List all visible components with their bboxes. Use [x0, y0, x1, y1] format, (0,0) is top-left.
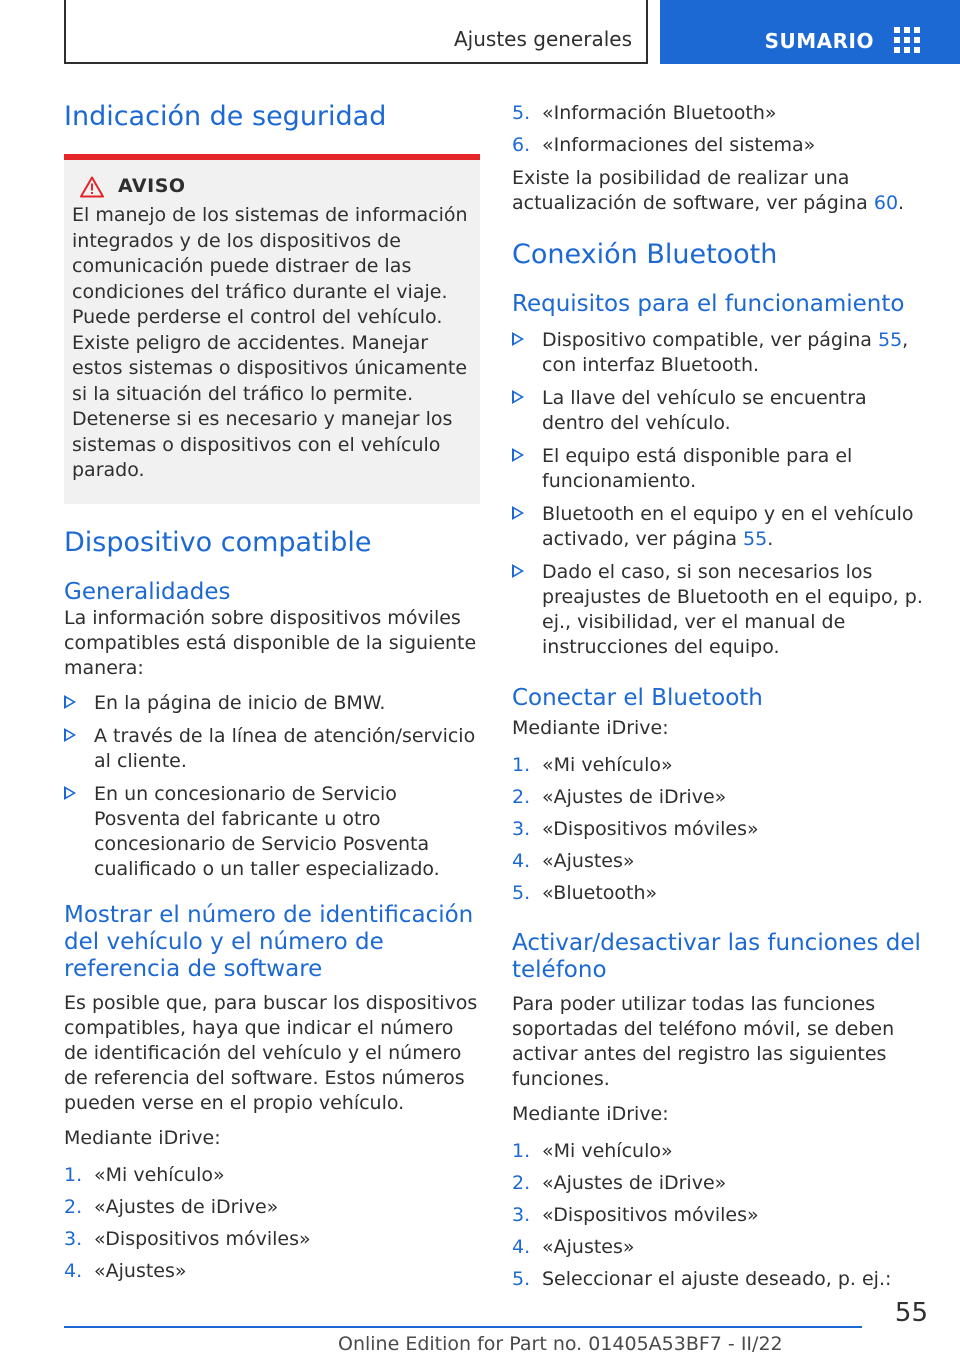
bullet-triangle-icon — [512, 390, 524, 404]
vin-steps — [64, 1163, 480, 1284]
vin-heading: Mostrar el número de identificación del vehículo y el número de referencia de software — [64, 901, 474, 982]
general-list — [64, 691, 480, 882]
bullet-triangle-icon — [512, 448, 524, 462]
warning-box — [64, 160, 480, 504]
page-link-55[interactable]: 55 — [877, 329, 903, 351]
list-item: 3. «Dispositivos móviles» — [512, 818, 759, 840]
warning-text: El manejo de los sistemas de información integrados y de los dispositivos de comunicación puede distraer de las condiciones del tráfico durante el viaje. Puede perderse el control del vehículo. Existe peligro de accidentes. Manejar estos sistemas o dispositivos únicamente si la situación del tráfico lo permite. Detenerse si es necesario y manejar los sistemas o dispositivos con el vehículo parado. — [72, 204, 468, 481]
vin-text: Es posible que, para buscar los dispositivos compatibles, haya que indicar el número de identificación del vehículo y el número de referencia del software. Estos números pueden verse en el propio vehículo. — [64, 991, 478, 1114]
bullet-triangle-icon — [512, 332, 524, 346]
list-item: Dado el caso, si son necesarios los preajustes de Bluetooth en el equipo, p. ej., visibilidad, ver el manual de instrucciones del equipo. — [512, 560, 928, 660]
list-item: 3. «Dispositivos móviles» — [512, 1204, 759, 1226]
compatible-heading: Dispositivo compatible — [64, 526, 372, 558]
right-column — [512, 96, 928, 1292]
list-item: 5. «Bluetooth» — [512, 882, 658, 904]
safety-heading: Indicación de seguridad — [64, 101, 387, 132]
list-item: 1. «Mi vehículo» — [64, 1163, 225, 1186]
sumario-label: SUMARIO — [764, 29, 874, 53]
footer-divider — [64, 1326, 862, 1328]
bullet-triangle-icon — [512, 506, 524, 520]
list-item: 5. «Información Bluetooth» — [512, 102, 777, 124]
general-text: La información sobre dispositivos móviles compatibles está disponible de la siguiente manera: — [64, 606, 477, 679]
list-item: 3. «Dispositivos móviles» — [64, 1227, 311, 1250]
warning-label: AVISO — [118, 175, 186, 197]
bullet-triangle-icon — [64, 728, 76, 742]
list-item: A través de la línea de atención/servicio al cliente. — [64, 724, 480, 774]
general-heading: Generalidades — [64, 578, 231, 605]
list-item: La llave del vehículo se encuentra dentro del vehículo. — [512, 386, 928, 436]
vin-steps-continued — [512, 101, 928, 158]
phone-via: Mediante iDrive: — [512, 1103, 669, 1125]
bullet-triangle-icon — [64, 786, 76, 800]
connect-via: Mediante iDrive: — [512, 717, 669, 739]
header-section-title: Ajustes generales — [454, 27, 632, 51]
list-item: 4. «Ajustes» — [64, 1259, 187, 1282]
warning-triangle-icon — [80, 176, 104, 198]
list-item: En un concesionario de Servicio Posventa del fabricante u otro concesionario de Servicio Posventa cualificado o un taller especializado. — [64, 782, 480, 882]
list-item: En la página de inicio de BMW. — [64, 691, 480, 716]
list-item: 4. «Ajustes» — [512, 1236, 635, 1258]
list-item: 1. «Mi vehículo» — [512, 1140, 673, 1162]
list-item: 1. «Mi vehículo» — [512, 754, 673, 776]
list-item: 4. «Ajustes» — [512, 850, 635, 872]
list-item: 2. «Ajustes de iDrive» — [64, 1195, 279, 1218]
bullet-triangle-icon — [64, 695, 76, 709]
phone-functions-heading: Activar/desactivar las funciones del teléfono — [512, 930, 921, 983]
list-item: 2. «Ajustes de iDrive» — [512, 1172, 727, 1194]
bluetooth-heading: Conexión Bluetooth — [512, 239, 778, 270]
sumario-button[interactable] — [660, 0, 960, 64]
phone-text: Para poder utilizar todas las funciones soportadas del teléfono móvil, se deben activar antes del registro las siguientes funciones. — [512, 993, 895, 1090]
page-link-60[interactable]: 60 — [873, 192, 899, 214]
list-item: Bluetooth en el equipo y en el vehículo activado, ver página 55. — [512, 502, 928, 552]
page-link-55[interactable]: 55 — [743, 528, 768, 550]
list-item: 5. Seleccionar el ajuste deseado, p. ej.: — [512, 1268, 892, 1290]
connect-heading: Conectar el Bluetooth — [512, 685, 763, 711]
left-column — [64, 96, 480, 1284]
bullet-triangle-icon — [512, 564, 524, 578]
list-item: 6. «Informaciones del sistema» — [512, 134, 816, 156]
requirements-heading: Requisitos para el funcionamiento — [512, 291, 905, 317]
requirements-list — [512, 328, 928, 660]
update-text: Existe la posibilidad de realizar una actualización de software, ver página 60. — [512, 167, 905, 214]
connect-steps — [512, 753, 928, 906]
list-item: Dispositivo compatible, ver página 55, con interfaz Bluetooth. — [512, 328, 928, 378]
footer-edition: Online Edition for Part no. 01405A53BF7 - II/22 — [338, 1333, 783, 1355]
phone-steps — [512, 1139, 928, 1292]
header-section-box — [64, 0, 648, 64]
grid-menu-icon — [894, 27, 922, 53]
page-number: 55 — [894, 1298, 928, 1328]
vin-via: Mediante iDrive: — [64, 1126, 221, 1149]
list-item: El equipo está disponible para el funcionamiento. — [512, 444, 928, 494]
list-item: 2. «Ajustes de iDrive» — [512, 786, 727, 808]
